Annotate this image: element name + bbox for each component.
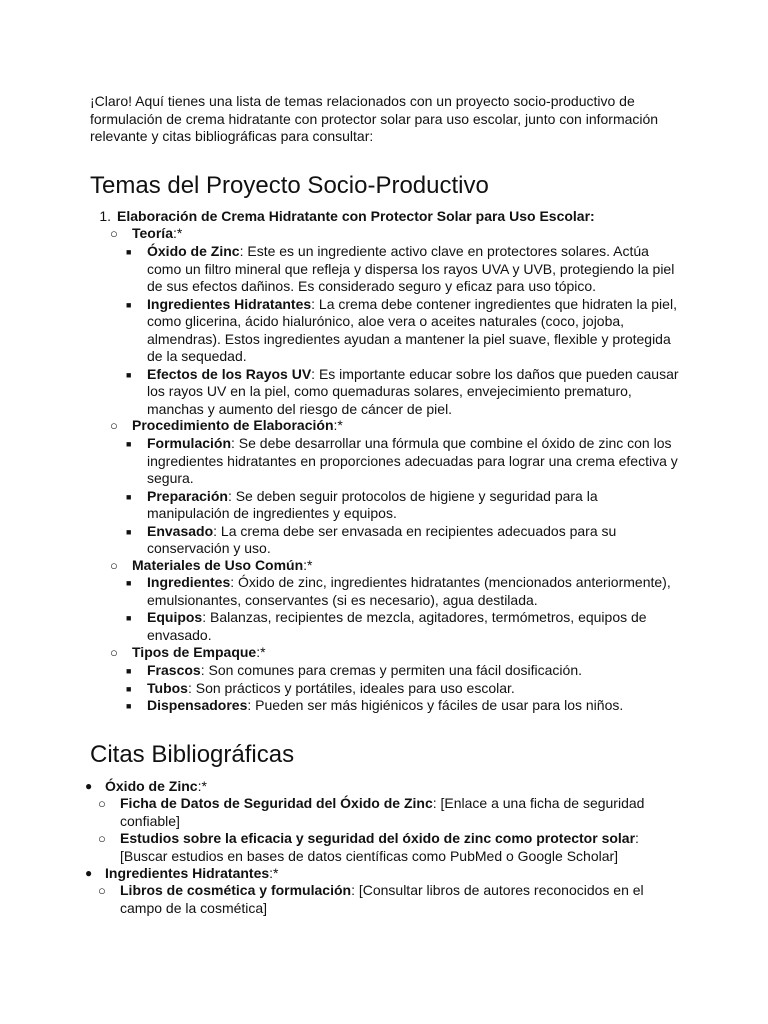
sublist-materiales (110, 557, 692, 575)
citation-text: : [Enlace a una ficha de seguridad confiable] (120, 795, 645, 829)
item-label: Frascos (147, 662, 201, 678)
item-text: : Óxido de zinc, ingredientes hidratantes (mencionados anteriormente), emulsionantes, conservantes (si es necesario), agua destilada. (147, 574, 671, 608)
citation-text: : [Consultar libros de autores reconocidos en el campo de la cosmética] (120, 882, 644, 916)
list-item (126, 697, 683, 715)
square-bullet-icon: ■ (126, 666, 132, 676)
item-label: Efectos de los Rayos UV (147, 365, 312, 382)
item-text: : Es importante educar sobre los daños que pueden causar los rayos UV en la piel, como quemaduras solares, envejecimiento prematuro, manchas y aumento del riesgo de cáncer de piel. (147, 365, 679, 417)
citation-label: Estudios sobre la eficacia y seguridad del óxido de zinc como protector solar (120, 830, 636, 846)
square-bullet-icon: ■ (126, 683, 132, 694)
list-item (126, 295, 683, 366)
circle-bullet-icon: ○ (110, 226, 118, 241)
list-number: 1. (99, 208, 111, 224)
list-item-1 (99, 208, 697, 226)
citas-oxido (85, 778, 685, 796)
sublist-heading-procedimiento (110, 417, 692, 435)
section-heading-citas: Citas Bibliográficas (90, 741, 295, 768)
item-text: : Este es un ingrediente activo clave en protectores solares. Actúa como un filtro mineral que refleja y dispersa los rayos UVA y UVB, protegiendo la piel de sus efectos dañinos. Es considerado seguro y eficaz para uso tópico. (147, 243, 675, 294)
intro-paragraph: ¡Claro! Aquí tienes una lista de temas relacionados con un proyecto socio-productivo de formulación de crema hidratante con protector solar para uso escolar, junto con información relevante y citas bibliográficas para consultar: (90, 93, 659, 144)
circle-bullet-icon: ○ (98, 883, 106, 898)
square-bullet-icon: ■ (126, 701, 132, 711)
citation-text: : [Buscar estudios en bases de datos científicas como PubMed o Google Scholar] (120, 830, 639, 864)
list-item (126, 435, 683, 488)
procedimiento-items (126, 435, 683, 558)
section-heading-temas: Temas del Proyecto Socio-Productivo (90, 172, 489, 199)
item-text: : La crema debe ser envasada en recipientes adecuados para su conservación y uso. (147, 522, 617, 556)
item-text: : Son comunes para cremas y permiten una fácil dosificación. (200, 662, 582, 678)
list-item (126, 662, 683, 680)
sublist-suffix: :* (303, 557, 313, 573)
citation-label: Libros de cosmética y formulación (120, 882, 352, 898)
citation-item (98, 795, 660, 830)
bullet-label: Ingredientes Hidratantes (105, 865, 270, 881)
circle-bullet-icon: ○ (110, 418, 118, 433)
dot-bullet-icon: ● (85, 866, 93, 880)
sublist-suffix: :* (333, 417, 343, 433)
list-item (126, 609, 683, 644)
item-label: Óxido de Zinc (147, 243, 240, 259)
sublist-heading-materiales (110, 557, 692, 575)
materiales-items (126, 574, 683, 644)
list-item (126, 365, 683, 419)
list-item-title: Elaboración de Crema Hidratante con Protector Solar para Uso Escolar: (117, 208, 595, 224)
sublist-label: Teoría (132, 225, 173, 241)
item-label: Formulación (147, 435, 232, 451)
citation-item (98, 830, 660, 865)
item-text: : La crema debe contener ingredientes que hidraten la piel, como glicerina, ácido hialurónico, aloe vera o aceites naturales (coco, jojoba, almendras). Estos ingredientes ayudan a mantener la piel suave, flexible y protegida de la sequedad. (147, 295, 677, 364)
dot-bullet-icon: ● (85, 779, 93, 793)
sublist-heading-teoria (110, 225, 692, 243)
list-item (126, 574, 683, 609)
teoria-items (126, 243, 683, 418)
citas-hidratantes-items (98, 882, 650, 917)
square-bullet-icon: ■ (126, 439, 132, 449)
citation-item (98, 882, 650, 917)
bullet-suffix: :* (269, 865, 279, 881)
square-bullet-icon: ■ (126, 247, 132, 257)
sublist-heading-empaque (110, 644, 692, 662)
circle-bullet-icon: ○ (110, 558, 118, 573)
numbered-list (99, 208, 697, 226)
square-bullet-icon: ■ (126, 491, 132, 502)
sublist-label: Tipos de Empaque (132, 644, 257, 660)
item-label: Ingredientes Hidratantes (147, 295, 312, 312)
citas-oxido-items (98, 795, 660, 865)
square-bullet-icon: ■ (126, 578, 132, 588)
square-bullet-icon: ■ (126, 369, 132, 380)
sublist-suffix: :* (256, 644, 266, 660)
square-bullet-icon: ■ (126, 526, 132, 537)
list-item (126, 487, 683, 523)
item-label: Dispensadores (147, 697, 248, 713)
sublist-suffix: :* (172, 225, 183, 241)
circle-bullet-icon: ○ (98, 796, 106, 811)
item-text: : Pueden ser más higiénicos y fáciles de usar para los niños. (247, 697, 624, 713)
bullet-suffix: :* (197, 778, 207, 794)
item-label: Equipos (147, 609, 203, 625)
sublist-procedimiento (110, 417, 692, 435)
item-text: : Son prácticos y portátiles, ideales para uso escolar. (187, 679, 515, 696)
bullet-heading-hidratantes (85, 865, 685, 883)
list-item (126, 679, 683, 698)
sublist-label: Procedimiento de Elaboración (132, 417, 334, 433)
item-label: Envasado (147, 522, 214, 539)
sublist-label: Materiales de Uso Común (132, 557, 304, 573)
citas-hidratantes (85, 865, 685, 883)
empaque-items (126, 662, 683, 715)
bullet-label: Óxido de Zinc (105, 778, 198, 794)
citation-label: Ficha de Datos de Seguridad del Óxido de Zinc (120, 795, 433, 811)
item-text: : Balanzas, recipientes de mezcla, agitadores, termómetros, equipos de envasado. (147, 609, 647, 643)
circle-bullet-icon: ○ (98, 831, 106, 846)
sublist-empaque (110, 644, 692, 662)
item-label: Ingredientes (147, 574, 231, 590)
item-label: Preparación (147, 487, 228, 504)
bullet-heading-oxido (85, 778, 685, 796)
list-item (126, 243, 683, 296)
square-bullet-icon: ■ (126, 613, 132, 623)
item-label: Tubos (147, 679, 188, 696)
sublist-teoria (110, 225, 692, 243)
list-item (126, 522, 683, 558)
circle-bullet-icon: ○ (110, 645, 118, 660)
square-bullet-icon: ■ (126, 299, 132, 310)
item-text: : Se debe desarrollar una fórmula que combine el óxido de zinc con los ingredientes hidratantes en proporciones adecuadas para lograr una crema efectiva y segura. (147, 435, 678, 486)
item-text: : Se deben seguir protocolos de higiene y seguridad para la manipulación de ingredientes y equipos. (147, 487, 598, 521)
